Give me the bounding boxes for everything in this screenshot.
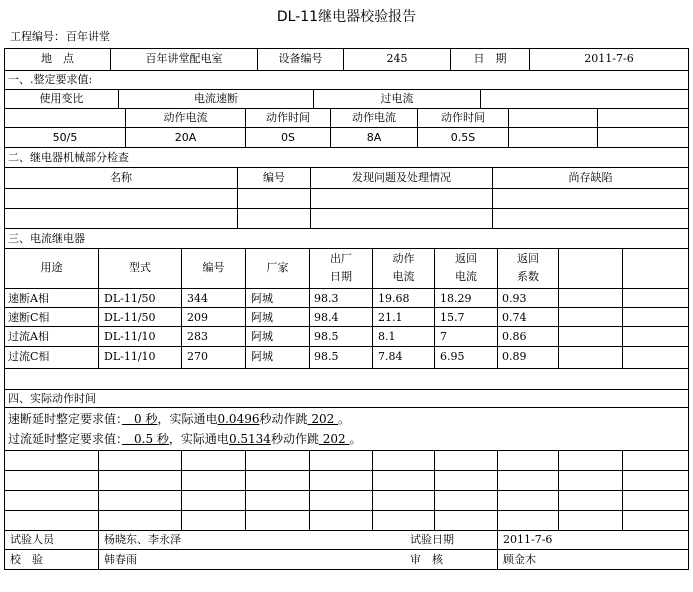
relay-act: 8.1: [378, 330, 396, 343]
relay-ret: 18.29: [440, 292, 472, 305]
relay-header-factory: 厂家: [266, 261, 289, 274]
relay-model: DL-11/10: [104, 330, 156, 343]
quick-timing-line: [8, 411, 350, 427]
date-value: 2011-7-6: [584, 52, 634, 65]
relay-model: DL-11/50: [104, 311, 156, 324]
quick-break-label: 电流速断: [194, 92, 238, 105]
over-timing-end: 。: [349, 432, 362, 446]
relay-model: DL-11/50: [104, 292, 156, 305]
relay-setting: 98.5: [314, 350, 339, 363]
relay-usage: 过流C相: [8, 350, 50, 363]
relay-header-setting-2: 日期: [330, 270, 352, 283]
quick-current-value: 20A: [174, 131, 197, 144]
relay-factory: 阿城: [251, 350, 273, 363]
relay-factory: 阿城: [251, 330, 273, 343]
over-time-value: 0.5S: [450, 131, 476, 144]
quick-timing-mid: ，实际通电: [157, 412, 218, 426]
over-timing-mid: ，实际通电: [168, 432, 229, 446]
relay-setting: 98.5: [314, 330, 339, 343]
relay-setting: 98.4: [314, 311, 339, 324]
over-timing-count: 202: [318, 432, 350, 446]
relay-header-number: 编号: [202, 261, 225, 274]
relay-header-act-1: 动作: [392, 252, 415, 265]
quick-time-value: 0S: [281, 131, 295, 144]
relay-ret: 7: [440, 330, 447, 343]
over-timing-setting: 0.5 秒: [122, 432, 169, 446]
relay-number: 270: [187, 350, 208, 363]
reviewer-value: 顾金木: [503, 553, 536, 566]
section1-heading: 一、.整定要求值:: [8, 73, 93, 86]
date-label: 日 期: [473, 52, 507, 65]
over-timing-line: [8, 431, 362, 447]
relay-number: 344: [187, 292, 208, 305]
checker-label: 校 验: [10, 553, 43, 566]
relay-act: 21.1: [378, 311, 403, 324]
tester-value: 杨晓东、李永泽: [104, 533, 181, 546]
test-date-value: 2011-7-6: [503, 533, 553, 546]
relay-coef: 0.86: [502, 330, 527, 343]
relay-act: 7.84: [378, 350, 403, 363]
overcurrent-label: 过电流: [380, 92, 414, 105]
relay-factory: 阿城: [251, 292, 273, 305]
section3-heading: 三、电流继电器: [8, 232, 85, 245]
quick-act-time-label: 动作时间: [266, 111, 310, 124]
test-date-label: 试验日期: [410, 533, 454, 546]
over-current-value: 8A: [366, 131, 382, 144]
relay-header-coef-1: 返回: [517, 252, 539, 265]
relay-header-act-2: 电流: [392, 270, 415, 283]
section2-heading: 二、继电器机械部分检查: [8, 151, 129, 164]
quick-timing-post: 秒动作跳: [259, 412, 308, 426]
usage-ratio-label: 使用变比: [39, 92, 84, 105]
project-label: 工程编号：: [10, 30, 65, 43]
relay-header-setting-1: 出厂: [330, 252, 352, 265]
relay-header-usage: 用途: [40, 261, 63, 274]
mech-header-defects: 尚存缺陷: [568, 171, 613, 184]
quick-timing-count: 202: [307, 412, 339, 426]
over-act-current-label: 动作电流: [352, 111, 396, 124]
mech-header-name: 名称: [110, 171, 132, 184]
relay-coef: 0.89: [502, 350, 527, 363]
relay-number: 209: [187, 311, 208, 324]
equip-label: 设备编号: [278, 52, 323, 65]
ratio-value: 50/5: [52, 131, 78, 144]
relay-header-ret-1: 返回: [455, 252, 477, 265]
relay-header-ret-2: 电流: [455, 270, 477, 283]
relay-setting: 98.3: [314, 292, 339, 305]
relay-coef: 0.93: [502, 292, 527, 305]
report-title: DL-11继电器校验报告: [276, 9, 417, 25]
over-act-time-label: 动作时间: [441, 111, 485, 124]
equip-value: 245: [386, 52, 408, 65]
relay-coef: 0.74: [502, 311, 527, 324]
relay-act: 19.68: [378, 292, 410, 305]
relay-usage: 速断C相: [8, 311, 50, 324]
relay-header-model: 型式: [129, 261, 151, 274]
over-timing-actual: 0.5134: [228, 432, 271, 446]
relay-model: DL-11/10: [104, 350, 156, 363]
relay-header-coef-2: 系数: [517, 270, 539, 283]
reviewer-label: 审 核: [410, 553, 443, 566]
quick-timing-label: 速断延时整定要求值：: [8, 412, 123, 426]
quick-timing-end: 。: [338, 412, 351, 426]
quick-act-current-label: 动作电流: [163, 111, 208, 124]
relay-factory: 阿城: [251, 311, 273, 324]
mech-header-findings: 发现问题及处理情况: [352, 171, 451, 184]
over-timing-label: 过流延时整定要求值：: [8, 432, 123, 446]
section4-heading: 四、实际动作时间: [8, 392, 96, 405]
tester-label: 试验人员: [10, 533, 54, 546]
relay-usage: 速断A相: [8, 292, 49, 305]
relay-ret: 15.7: [440, 311, 465, 324]
relay-ret: 6.95: [440, 350, 465, 363]
over-timing-post: 秒动作跳: [270, 432, 319, 446]
quick-timing-setting: 0 秒: [122, 412, 158, 426]
checker-value: 韩春雨: [104, 553, 137, 566]
mech-header-number: 编号: [263, 171, 285, 184]
site-label: 地 点: [41, 52, 74, 65]
relay-usage: 过流A相: [8, 330, 49, 343]
quick-timing-actual: 0.0496: [217, 412, 260, 426]
site-value: 百年讲堂配电室: [145, 52, 223, 65]
project-value: 百年讲堂: [66, 30, 110, 43]
relay-number: 283: [187, 330, 208, 343]
